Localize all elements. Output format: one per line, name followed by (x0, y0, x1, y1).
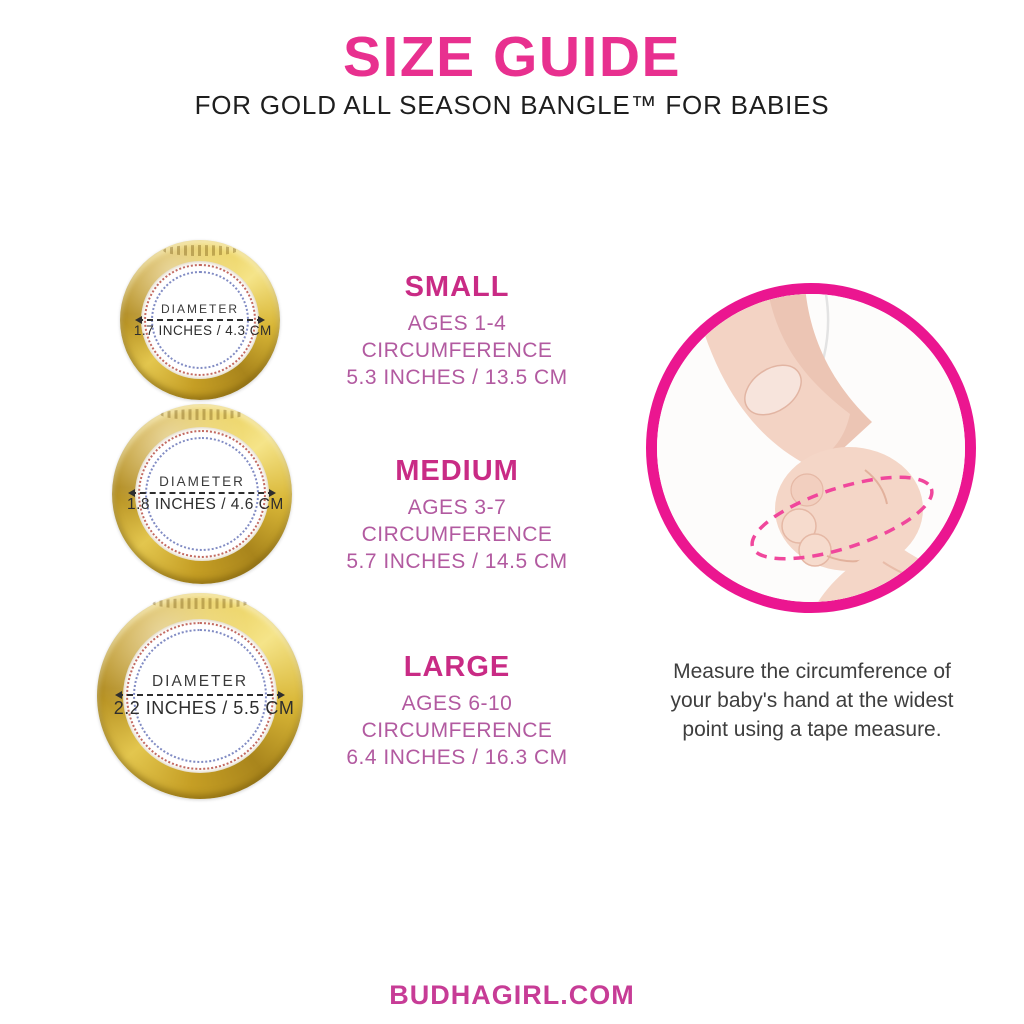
website-url: BUDHAGIRL.COM (389, 980, 635, 1010)
ring-etch-decoration (153, 598, 248, 609)
size-name: LARGE (403, 651, 511, 683)
diameter-measure-line (137, 319, 264, 321)
circumference-value: 5.7 INCHES / 14.5 CM (346, 550, 568, 573)
baby-hand-illustration (657, 294, 965, 602)
arrow-left-icon (135, 316, 142, 324)
diameter-measure-line (117, 694, 283, 696)
measure-instructions-line: point using a tape measure. (682, 718, 942, 741)
size-ages: AGES 1-4 (407, 312, 507, 335)
diameter-annotation (113, 673, 295, 719)
diameter-label: DIAMETER (151, 673, 249, 690)
diameter-label: DIAMETER (160, 302, 239, 316)
arrow-right-icon (269, 489, 276, 497)
baby-finger (799, 534, 831, 566)
diameter-measure-line (130, 492, 274, 494)
size-block-medium (292, 455, 622, 575)
circumference-label: CIRCUMFERENCE (361, 523, 553, 546)
arrow-left-icon (115, 691, 122, 699)
page-title: SIZE GUIDE (342, 25, 682, 89)
arrow-right-icon (278, 691, 285, 699)
ring-etch-decoration (161, 409, 244, 420)
circumference-value: 6.4 INCHES / 16.3 CM (346, 746, 568, 769)
size-name: MEDIUM (395, 455, 519, 487)
diameter-value: 2.2 INCHES / 5.5 CM (113, 698, 295, 718)
bangle-ring-small (120, 240, 280, 400)
measure-instructions (652, 657, 972, 744)
diameter-annotation (126, 474, 284, 514)
arrow-right-icon (258, 316, 265, 324)
measure-instructions-line: your baby's hand at the widest (670, 689, 954, 712)
size-ages: AGES 3-7 (407, 496, 507, 519)
size-name: SMALL (404, 271, 510, 303)
diameter-value: 1.7 INCHES / 4.3 CM (133, 323, 272, 338)
arrow-left-icon (128, 489, 135, 497)
bangle-ring-medium (112, 404, 292, 584)
measure-instructions-line: Measure the circumference of (673, 660, 951, 683)
ring-inner-small (133, 261, 272, 379)
ring-etch-decoration (163, 245, 237, 256)
ring-inner-medium (126, 427, 284, 561)
circumference-label: CIRCUMFERENCE (361, 719, 553, 742)
diameter-annotation (133, 302, 272, 338)
baby-finger (791, 474, 823, 506)
size-block-large (292, 651, 622, 771)
circumference-label: CIRCUMFERENCE (361, 339, 553, 362)
ring-inner-large (113, 619, 295, 773)
diameter-value: 1.8 INCHES / 4.6 CM (126, 496, 284, 513)
size-ages: AGES 6-10 (401, 692, 513, 715)
circumference-value: 5.3 INCHES / 13.5 CM (346, 366, 568, 389)
bangle-ring-large (97, 593, 303, 799)
size-block-small (292, 271, 622, 391)
baby-hand-photo (646, 283, 976, 613)
page-subtitle: FOR GOLD ALL SEASON BANGLE™ FOR BABIES (194, 90, 830, 120)
diameter-label: DIAMETER (159, 474, 245, 489)
